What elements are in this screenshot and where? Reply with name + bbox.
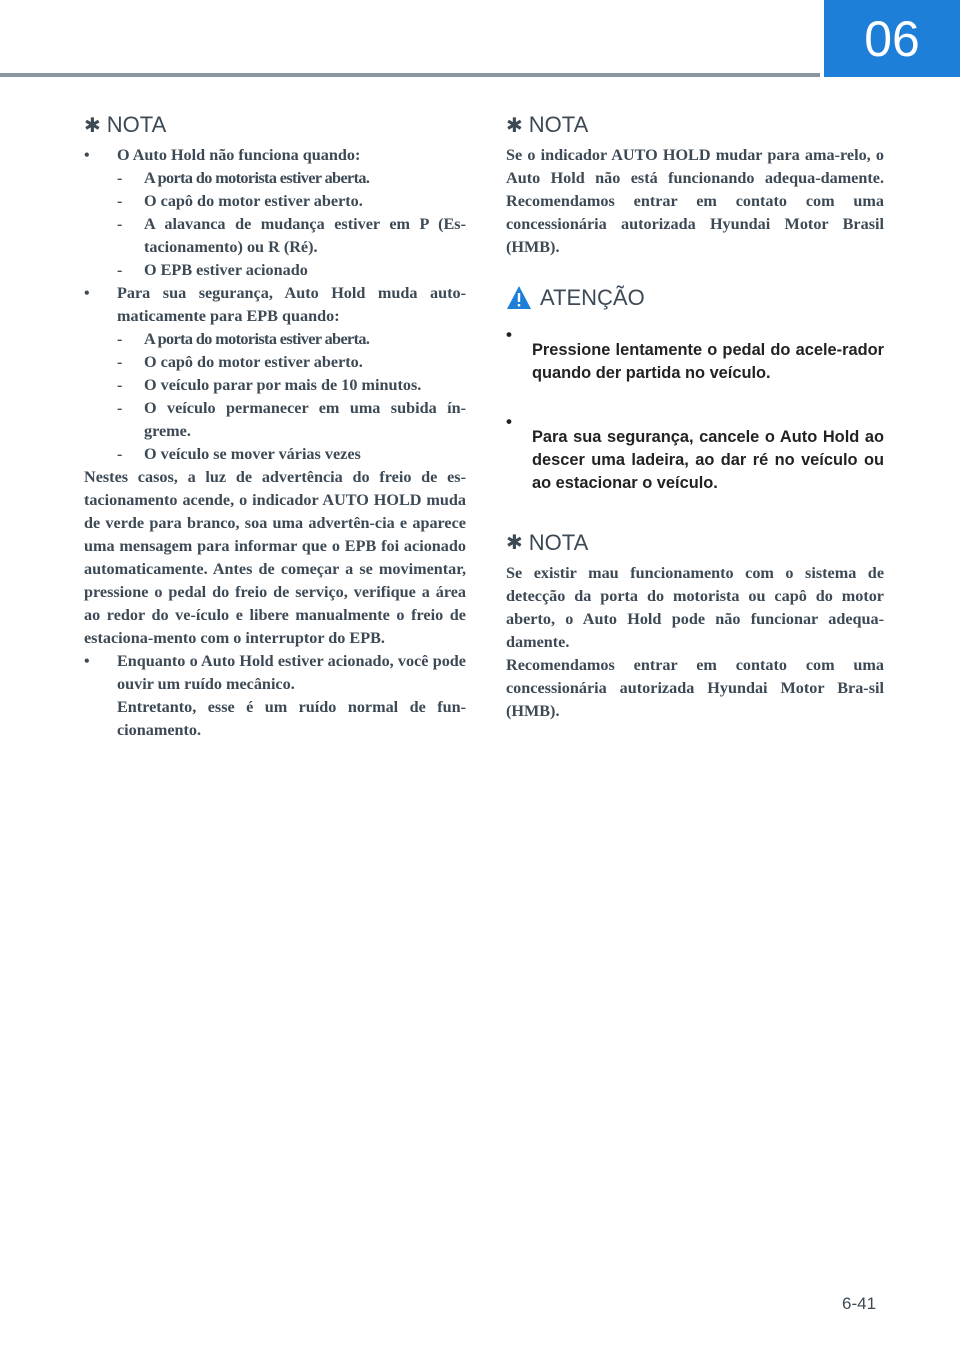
sub-item: - O veículo se mover várias vezes (84, 443, 466, 466)
sub-item: - O EPB estiver acionado (84, 259, 466, 282)
note-text: Se existir mau funcionamento com o sistema de detecção da porta do motorista ou capô do motor aberto, o Auto Hold pode não funcionar adequa-damente. (506, 563, 884, 651)
list-item (84, 144, 466, 167)
header-rule (0, 73, 820, 77)
warning-text: Para sua segurança, cancele o Auto Hold ao descer uma ladeira, ao dar ré no veículo ou ao estacionar o veículo. (532, 428, 884, 493)
note-heading-label: NOTA (528, 112, 589, 137)
sub-text: O capô do motor estiver aberto. (144, 192, 363, 210)
star-icon: ✱ (506, 532, 523, 555)
note-heading (506, 112, 884, 138)
note-text: Recomendamos entrar em contato com uma concessionária autorizada Hyundai Motor Bra-sil (HMB). (506, 655, 884, 720)
sub-text: O capô do motor estiver aberto. (144, 353, 363, 371)
note-heading (84, 112, 466, 138)
body-paragraph: Nestes casos, a luz de advertência do freio de es-tacionamento acende, o indicador AUTO HOLD muda de verde para branco, soa uma advertên-cia e aparece uma mensagem para informar que o EPB foi acionado automaticamente. Antes de começar a se movimentar, pressione o pedal do freio de serviço, verifique a área ao redor do ve-ículo e libere manualmente o freio de estaciona-mento com o interruptor do EPB. (84, 468, 466, 647)
list-item (84, 282, 466, 328)
sub-text: A porta do motorista estiver aberta. (144, 169, 370, 187)
bullet-text: Para sua segurança, Auto Hold muda auto-maticamente para EPB quando: (117, 284, 466, 325)
sub-text: O veículo permanecer em uma subida ín-greme. (144, 399, 466, 440)
sub-text: O EPB estiver acionado (144, 261, 308, 279)
sub-item: - O veículo permanecer em uma subida ín-greme. (84, 397, 466, 443)
note-heading-label: NOTA (528, 529, 589, 555)
sub-item: - A alavanca de mudança estiver em P (Es-tacionamento) ou R (Ré). (84, 213, 466, 259)
star-icon: ✱ (506, 114, 523, 137)
warning-text: Pressione lentamente o pedal do acele-rador quando der partida no veículo. (532, 341, 884, 383)
list-item (84, 650, 466, 696)
sub-item: - A porta do motorista estiver aberta. (84, 167, 466, 190)
chapter-number: 06 (864, 10, 920, 67)
bullet-mark: • (506, 411, 512, 431)
sub-item: - A porta do motorista estiver aberta. (84, 328, 466, 351)
sub-text: O veículo se mover várias vezes (144, 445, 361, 463)
note-heading-label: NOTA (106, 112, 167, 137)
sub-text: A alavanca de mudança estiver em P (Es-tacionamento) ou R (Ré). (144, 215, 466, 256)
note-heading (506, 530, 884, 556)
warning-item (506, 323, 884, 402)
bullet-text: Enquanto o Auto Hold estiver acionado, você pode ouvir um ruído mecânico. (117, 652, 466, 693)
warning-heading-label: ATENÇÃO (540, 285, 645, 310)
bullet-mark: • (506, 325, 512, 344)
note-text: Se o indicador AUTO HOLD mudar para ama-relo, o Auto Hold não está funcionando adequa-damente. Recomendamos entrar em contato com uma concessionária autorizada Hyundai Motor Brasil (HMB). (506, 146, 884, 256)
sub-item: - O capô do motor estiver aberto. (84, 190, 466, 213)
page-number: 6-41 (842, 1294, 877, 1313)
bullet-mark: • (84, 653, 90, 670)
bullet-mark: • (84, 147, 90, 164)
bullet-text: O Auto Hold não funciona quando: (117, 146, 361, 164)
sub-item: - O capô do motor estiver aberto. (84, 351, 466, 374)
left-column (84, 112, 466, 742)
sub-text: A porta do motorista estiver aberta. (144, 330, 370, 348)
warning-triangle-icon (506, 285, 532, 311)
right-column (506, 112, 884, 723)
star-icon: ✱ (84, 114, 101, 137)
bullet-continuation: Entretanto, esse é um ruído normal de fun-cionamento. (117, 698, 466, 739)
warning-heading (506, 285, 884, 311)
warning-item (506, 410, 884, 512)
sub-item: - O veículo parar por mais de 10 minutos. (84, 374, 466, 397)
sub-text: O veículo parar por mais de 10 minutos. (144, 376, 422, 394)
bullet-mark: • (84, 285, 90, 302)
chapter-tab (824, 0, 960, 77)
